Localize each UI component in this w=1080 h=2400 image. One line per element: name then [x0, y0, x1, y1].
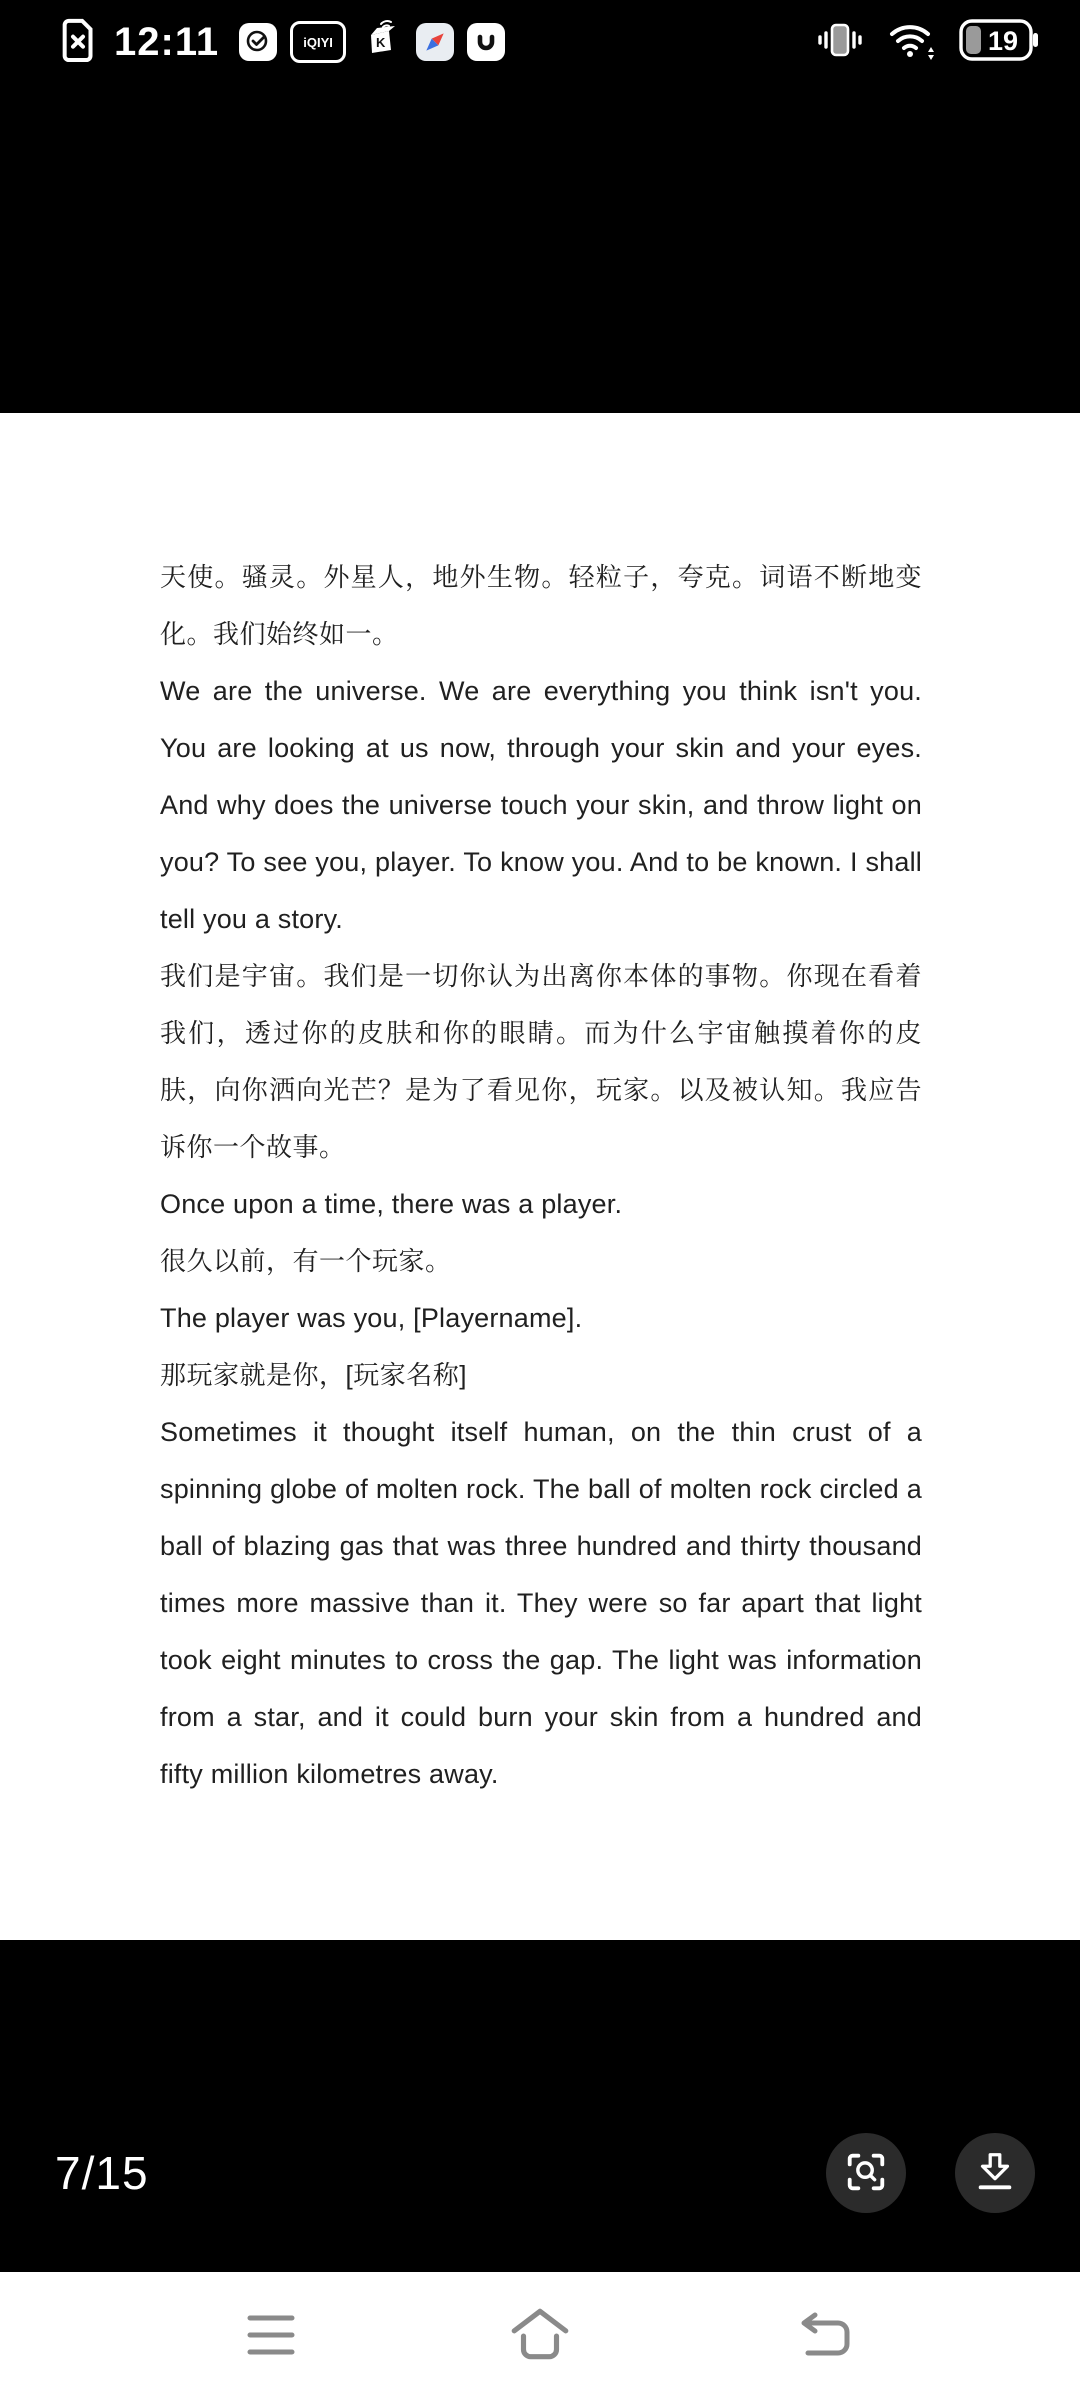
navigation-bar [0, 2272, 1080, 2400]
paragraph: 那玩家就是你，[玩家名称] [160, 1360, 467, 1390]
paragraph: 我们是宇宙。我们是一切你认为出离你本体的事物。你现在看着我们，透过你的皮肤和你的眼睛。而为什么宇宙触摸着你的皮肤，向你洒向光芒？是为了看见你，玩家。以及被认知。我应告诉你一个故事。 [160, 961, 922, 1162]
download-icon [972, 2149, 1018, 2198]
status-time: 12:11 [114, 19, 220, 64]
menu-icon [243, 2309, 299, 2364]
nav-back-button[interactable] [742, 2272, 902, 2400]
notification-icons [239, 18, 505, 67]
page-indicator: 7/15 [55, 2147, 149, 2199]
battery-level-text: 19 [988, 25, 1019, 56]
smile-app-icon [467, 23, 505, 61]
no-sim-icon [58, 16, 98, 69]
wifi-icon [884, 18, 940, 67]
battery-icon [958, 17, 1040, 68]
status-bar-left [58, 16, 505, 69]
paragraph: Once upon a time, there was a player. [160, 1189, 623, 1219]
home-icon [507, 2305, 573, 2368]
check-app-icon [239, 23, 277, 61]
paragraph: 很久以前，有一个玩家。 [160, 1246, 452, 1276]
paragraph: 天使。骚灵。外星人，地外生物。轻粒子，夸克。词语不断地变化。我们始终如一。 [160, 562, 922, 649]
svg-text:K: K [376, 34, 386, 50]
status-bar-right [814, 17, 1040, 68]
paragraph: Sometimes it thought itself human, on the thin crust of a spinning globe of molten rock. The ball of molten rock circled a ball of blazing gas that was three hundred and thirty thousand times more massive than it. They were so far apart that light took eight minutes to cross the gap. The light was information from a star, and it could burn your skin from a hundred and fifty million kilometres away. [160, 1417, 922, 1789]
back-icon [793, 2309, 851, 2364]
nav-menu-button[interactable] [191, 2272, 351, 2400]
compass-app-icon [416, 23, 454, 61]
vibrate-icon [814, 18, 866, 67]
paragraph: The player was you, [Playername]. [160, 1303, 583, 1333]
download-button[interactable] [955, 2133, 1035, 2213]
image-search-icon [843, 2149, 889, 2198]
iqiyi-app-icon: iQIYI [290, 21, 346, 63]
image-search-button[interactable] [826, 2133, 906, 2213]
kwai-box-app-icon [359, 18, 403, 67]
document-page[interactable] [0, 413, 1080, 1940]
status-bar [0, 0, 1080, 84]
poem-text [160, 549, 922, 1803]
paragraph: We are the universe. We are everything you think isn't you. You are looking at us now, through your skin and your eyes. And why does the universe touch your skin, and throw light on you? To see you, player. To know you. And to be known. I shall tell you a story. [160, 676, 922, 934]
nav-home-button[interactable] [460, 2272, 620, 2400]
